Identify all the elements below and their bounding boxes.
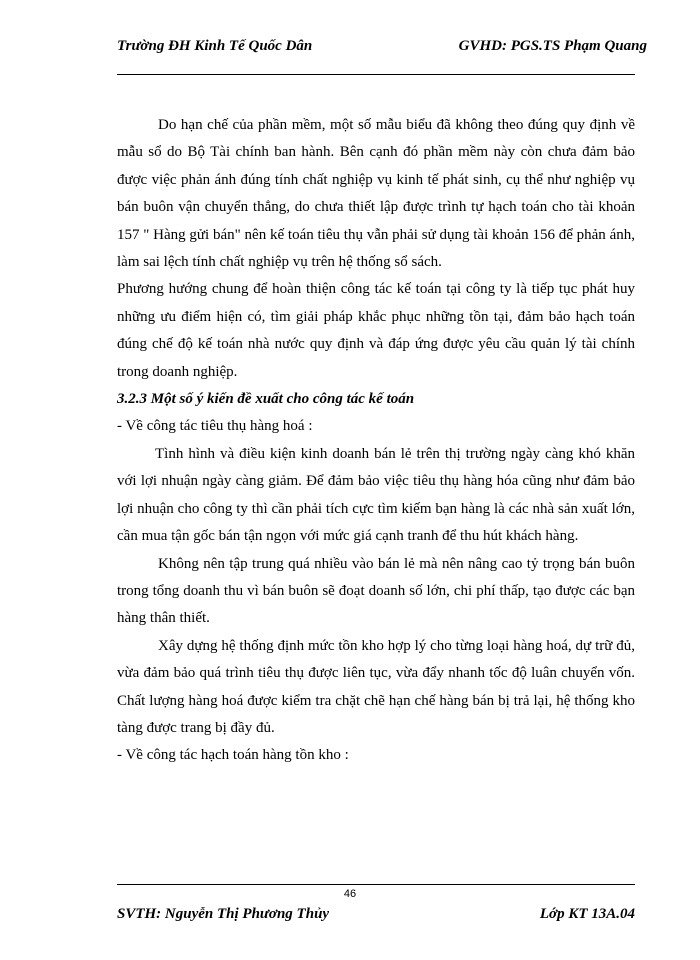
bullet-inventory: - Về công tác hạch toán hàng tồn kho : [117, 747, 349, 764]
bullet-sales: - Về công tác tiêu thụ hàng hoá : [117, 418, 313, 435]
footer-student: SVTH: Nguyễn Thị Phương Thủy [117, 906, 330, 922]
page-body [117, 112, 635, 770]
paragraph-inventory-norms: Xây dựng hệ thống định mức tồn kho hợp lý cho từng loại hàng hoá, dự trữ đủ, vừa đảm bảo quá trình tiêu thụ được liên tục, vừa đẩy nhanh tốc độ luân chuyển vốn. Chất lượng hàng hoá được kiểm tra chặt chẽ hạn chế hàng bán bị trả lại, hệ thống kho tàng được trang bị đầy đủ. [117, 637, 635, 736]
footer-rule [117, 884, 635, 885]
paragraph-general-direction: Phương hướng chung để hoàn thiện công tác kế toán tại công ty là tiếp tục phát huy những ưu điểm hiện có, tìm giải pháp khắc phục những tồn tại, đảm bảo hạch toán đúng chế độ kế toán nhà nước quy định và đáp ứng được yêu cầu quản lý tài chính trong doanh nghiệp. [117, 281, 635, 380]
page-number: 46 [343, 888, 357, 900]
footer-class: Lớp KT 13A.04 [539, 906, 635, 922]
section-heading: 3.2.3 Một số ý kiến đề xuất cho công tác kế toán [117, 391, 415, 408]
header-advisor: GVHD: PGS.TS Phạm Quang [458, 38, 647, 54]
header-school: Trường ĐH Kinh Tế Quốc Dân [117, 38, 313, 54]
paragraph-software-limitations: Do hạn chế của phần mềm, một số mẫu biểu đã không theo đúng quy định về mẫu sổ do Bộ Tài chính ban hành. Bên cạnh đó phần mềm này còn chưa đảm bảo được việc phản ánh đúng tính chất nghiệp vụ kinh tế phát sinh, cụ thể như nghiệp vụ bán buôn vận chuyển thẳng, do chưa thiết lập được trình tự hạch toán cho tài khoản 157 " Hàng gửi bán" nên kế toán tiêu thụ vẫn phải sử dụng tài khoản 156 để phản ánh, làm sai lệch tính chất nghiệp vụ trên hệ thống sổ sách. [117, 117, 635, 271]
paragraph-retail-conditions: Tình hình và điều kiện kinh doanh bán lẻ trên thị trường ngày càng khó khăn với lợi nhuận ngày càng giảm. Để đảm bảo việc tiêu thụ hàng hóa cũng như đảm bảo lợi nhuận cho công ty thì cần phải tích cực tìm kiếm bạn hàng là các nhà sản xuất lớn, cần mua tận gốc bán tận ngọn với mức giá cạnh tranh để thu hút khách hàng. [117, 445, 635, 545]
header-rule [117, 74, 635, 75]
paragraph-wholesale: Không nên tập trung quá nhiều vào bán lẻ mà nên nâng cao tỷ trọng bán buôn trong tổng doanh thu vì bán buôn sẽ đoạt doanh số lớn, chi phí thấp, tạo được các bạn hàng thân thiết. [117, 555, 635, 627]
